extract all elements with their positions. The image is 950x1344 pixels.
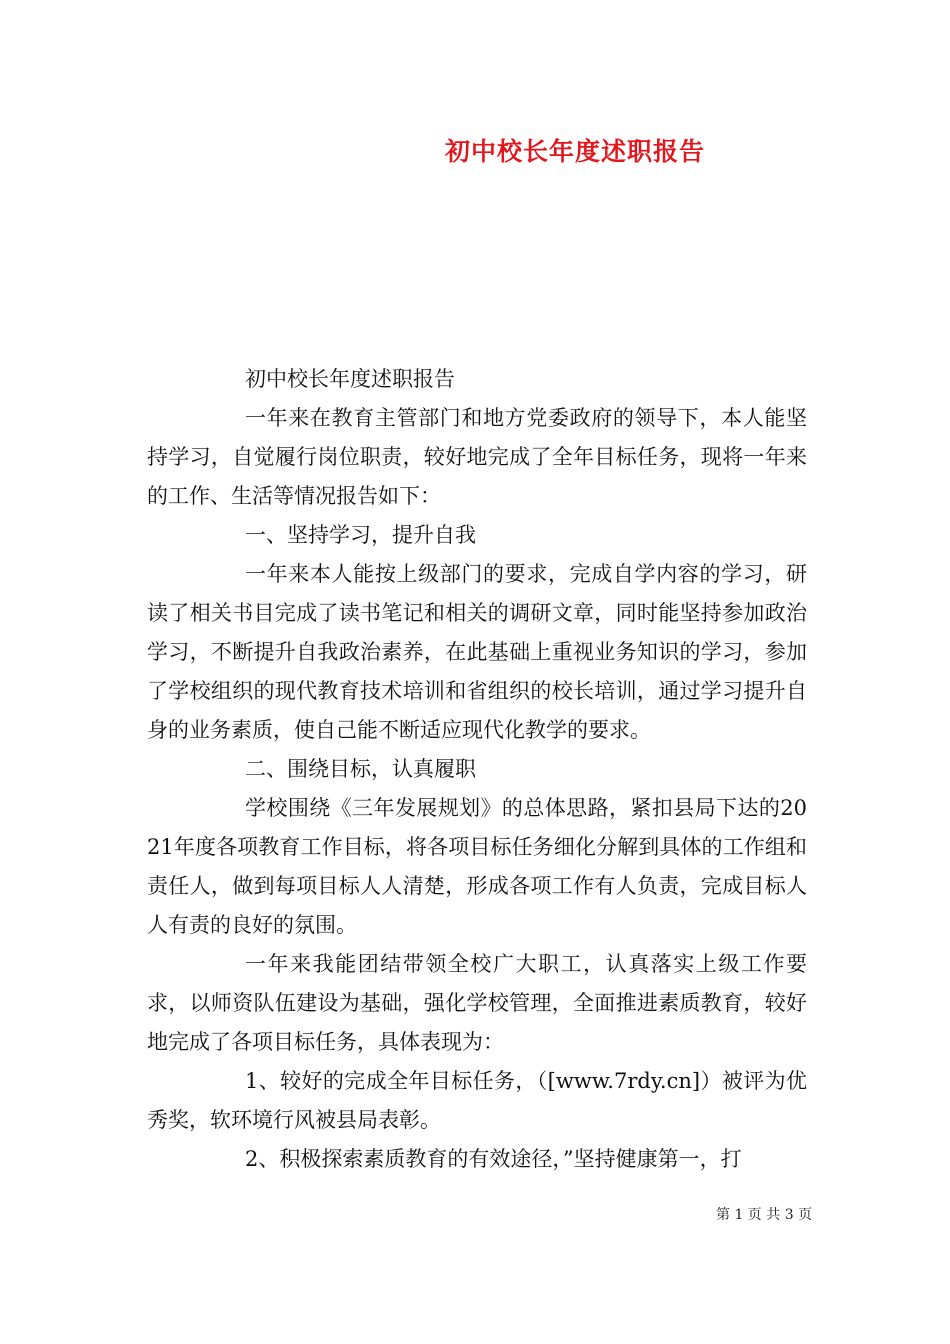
paragraph-section-2: 学校围绕《三年发展规划》的总体思路，紧扣县局下达的2021年度各项教育工作目标，将各项目标任务细化分解到具体的工作组和责任人，做到每项目标人人清楚，形成各项工作有人负责，完成目标人人有责的良好的氛围。 <box>147 796 807 937</box>
paragraph-section-1: 一年来本人能按上级部门的要求，完成自学内容的学习，研读了相关书目完成了读书笔记和相关的调研文章，同时能坚持参加政治学习，不断提升自我政治素养，在此基础上重视业务知识的学习，参加了学校组织的现代教育技术培训和省组织的校长培训，通过学习提升自身的业务素质，使自己能不断适应现代化教学的要求。 <box>147 562 807 742</box>
paragraph-heading: 初中校长年度述职报告 <box>245 367 455 391</box>
list-item-1: 1、较好的完成全年目标任务，（[www.7rdy.cn]）被评为优秀奖，软环境行风被县局表彰。 <box>147 1069 807 1132</box>
document-body <box>147 360 807 1179</box>
paragraph-performance: 一年来我能团结带领全校广大职工，认真落实上级工作要求，以师资队伍建设为基础，强化学校管理，全面推进素质教育，较好地完成了各项目标任务，具体表现为： <box>147 952 807 1054</box>
document-title: 初中校长年度述职报告 <box>444 137 705 166</box>
paragraph-intro: 一年来在教育主管部门和地方党委政府的领导下，本人能坚持学习，自觉履行岗位职责，较好地完成了全年目标任务，现将一年来的工作、生活等情况报告如下： <box>147 406 807 508</box>
section-heading-2: 二、围绕目标，认真履职 <box>245 757 476 781</box>
section-heading-1: 一、坚持学习，提升自我 <box>245 523 476 547</box>
page-number: 第 1 页 共 3 页 <box>716 1207 813 1223</box>
list-item-2: 2、积极探索素质教育的有效途径，”坚持健康第一，打 <box>245 1147 742 1171</box>
